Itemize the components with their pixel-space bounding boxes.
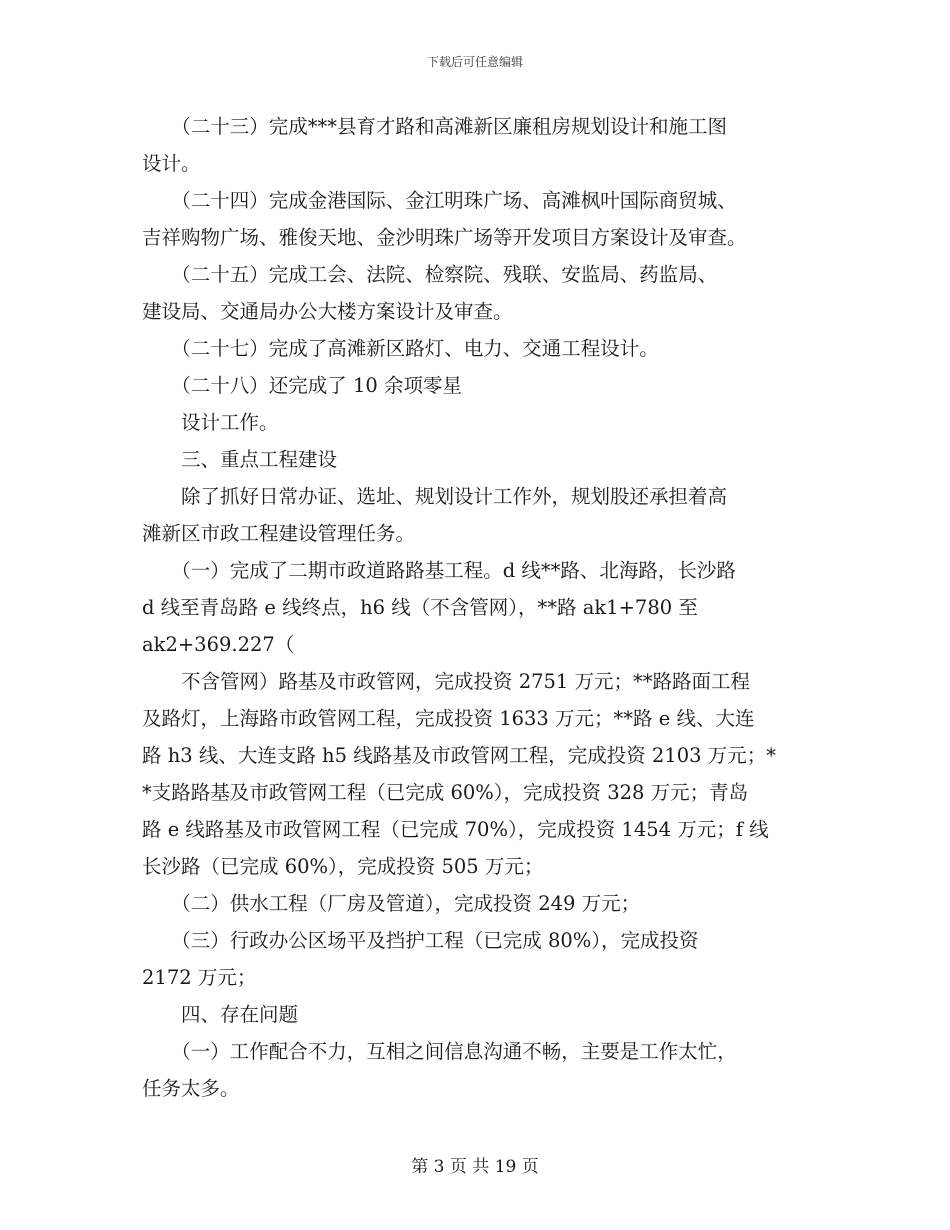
text-line: （三）行政办公区场平及挡护工程（已完成 80%），完成投资 [142, 929, 699, 952]
text-line: （二十四）完成金港国际、金江明珠广场、高滩枫叶国际商贸城、 [142, 189, 737, 212]
text-line: 设计。 [142, 152, 201, 175]
text-line: *支路路基及市政管网工程（已完成 60%），完成投资 328 万元；青岛 [142, 781, 749, 804]
text-line: 路 e 线路基及市政管网工程（已完成 70%），完成投资 1454 万元；f 线 [142, 818, 769, 841]
text-line: 建设局、交通局办公大楼方案设计及审查。 [142, 300, 513, 323]
text-line: 滩新区市政工程建设管理任务。 [142, 522, 416, 545]
text-line: 路 h3 线、大连支路 h5 线路基及市政管网工程，完成投资 2103 万元；* [142, 744, 776, 767]
text-line: 不含管网）路基及市政管网，完成投资 2751 万元；**路路面工程 [142, 670, 751, 693]
section-heading: 四、存在问题 [142, 1003, 299, 1026]
text-line: 设计工作。 [142, 411, 279, 434]
section-heading: 三、重点工程建设 [142, 448, 338, 471]
text-line: 吉祥购物广场、雅俊天地、金沙明珠广场等开发项目方案设计及审查。 [142, 226, 747, 249]
text-line: 除了抓好日常办证、选址、规划设计工作外，规划股还承担着高 [142, 485, 728, 508]
text-line: （二十五）完成工会、法院、检察院、残联、安监局、药监局、 [142, 263, 718, 286]
text-line: ak2+369.227（ [142, 633, 295, 656]
text-line: （一）完成了二期市政道路路基工程。d 线**路、北海路，长沙路 [142, 559, 736, 582]
text-line: （二十三）完成***县育才路和高滩新区廉租房规划设计和施工图 [142, 115, 728, 138]
text-line: 任务太多。 [142, 1077, 240, 1100]
text-line: 及路灯，上海路市政管网工程，完成投资 1633 万元；**路 e 线、大连 [142, 707, 755, 730]
text-line: （二十七）完成了高滩新区路灯、电力、交通工程设计。 [142, 337, 659, 360]
text-line: d 线至青岛路 e 线终点，h6 线（不含管网），**路 ak1+780 至 [142, 596, 698, 619]
text-line: 长沙路（已完成 60%），完成投资 505 万元； [142, 855, 544, 878]
page-header: 下载后可任意编辑 [426, 55, 523, 69]
text-line: （一）工作配合不力，互相之间信息沟通不畅，主要是工作太忙， [142, 1040, 737, 1063]
text-line: （二十八）还完成了 10 余项零星 [142, 374, 462, 397]
text-line: 2172 万元； [142, 966, 257, 989]
document-body [142, 108, 812, 1107]
text-line: （二）供水工程（厂房及管道），完成投资 249 万元； [142, 892, 641, 915]
page-footer: 第 3 页 共 19 页 [411, 1157, 539, 1177]
